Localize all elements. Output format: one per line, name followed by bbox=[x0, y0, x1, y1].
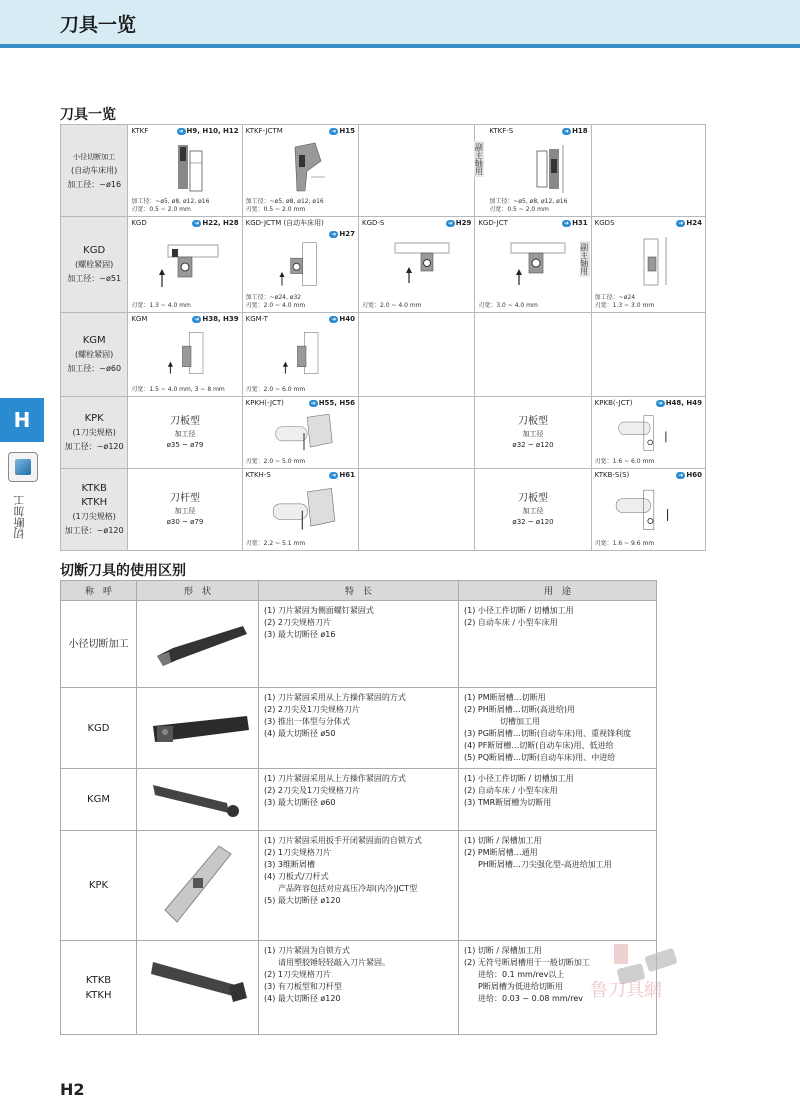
tool-photo bbox=[137, 831, 259, 941]
blade-type-range: ø30 ~ ø79 bbox=[166, 517, 204, 526]
arrow-icon: ➜ bbox=[331, 128, 337, 135]
chapter-label: 切断加工 bbox=[13, 495, 26, 539]
row-head-dia: 加工径：~ø120 bbox=[64, 525, 124, 535]
tool-table bbox=[60, 124, 706, 551]
blade-type-sub: 加工径 bbox=[522, 429, 544, 438]
tool-photo bbox=[137, 601, 259, 688]
tool-photo bbox=[137, 941, 259, 1035]
tool-name: KPKH(-JCT) bbox=[245, 399, 284, 407]
row-head-sub: (自动车床用) bbox=[71, 165, 118, 175]
tool-name: KGM bbox=[131, 315, 148, 323]
watermark-logo bbox=[584, 938, 704, 1008]
tool-name: KTKF-JCTM bbox=[245, 127, 283, 135]
svg-text:鲁刀具網: 鲁刀具網 bbox=[590, 980, 662, 1001]
tool-drawing-kgds bbox=[614, 233, 684, 289]
tool-cell[interactable]: KTKF-JCTM ➜ H15 加工径：~ø5, ø8, ø12, ø16 刃宽：0.5 ~ 2.0 mm bbox=[242, 125, 358, 217]
tool-name: KTKH-S bbox=[245, 471, 271, 479]
tool-name: KGM bbox=[61, 769, 137, 831]
usage-table bbox=[60, 580, 657, 1035]
row-head-kgm bbox=[61, 313, 128, 397]
sub-spindle-label: 副主轴用 bbox=[474, 143, 484, 175]
arrow-icon: ➜ bbox=[331, 316, 337, 323]
page-ref: ➜ H9, H10, H12 bbox=[178, 127, 239, 135]
tool-cell[interactable]: KGD-JCTM (自动车床用) ➜ H27 加工径：~ø24, ø32 刃宽：2.0 ~ 4.0 mm bbox=[242, 217, 358, 313]
empty-cell bbox=[358, 125, 474, 217]
tool-cell[interactable]: KGD-JCT ➜ H31 刃宽：3.0 ~ 4.0 mm bbox=[475, 217, 591, 313]
section-title-tool-list: 刀具一览 bbox=[60, 107, 116, 123]
tool-name: KTKB-S(S) bbox=[594, 471, 630, 479]
tool-name: KGD bbox=[61, 688, 137, 769]
arrow-icon: ➜ bbox=[194, 316, 200, 323]
tool-cell[interactable]: 副主轴用 KGDS ➜ H24 加工径：~ø24 刃宽：1.3 ~ 3.0 mm bbox=[591, 217, 705, 313]
arrow-icon: ➜ bbox=[194, 220, 200, 227]
tool-drawing-kgd bbox=[150, 233, 220, 289]
blade-type-cell[interactable] bbox=[128, 397, 242, 469]
blade-type-title: 刀板型 bbox=[169, 415, 200, 427]
tool-name: KGDS bbox=[594, 219, 615, 227]
page-ref: ➜ H60 bbox=[678, 471, 702, 479]
blade-type-cell[interactable] bbox=[128, 469, 242, 551]
blade-type-sub: 加工径 bbox=[174, 429, 196, 438]
tool-cell[interactable]: KGM ➜ H38, H39 刃宽：1.5 ~ 4.0 mm, 3 ~ 8 mm bbox=[128, 313, 242, 397]
arrow-icon: ➜ bbox=[331, 231, 337, 238]
sub-spindle-label: 副主轴用 bbox=[579, 243, 589, 275]
row-head-dia: 加工径：~ø16 bbox=[67, 179, 122, 189]
arrow-icon: ➜ bbox=[447, 220, 453, 227]
col-header-features: 特 长 bbox=[259, 581, 459, 601]
row-head-dia: 加工径：~ø60 bbox=[67, 363, 122, 373]
tool-name: KPKB(-JCT) bbox=[594, 399, 633, 407]
page-ref: ➜ H29 bbox=[447, 219, 472, 227]
blade-type-sub: 加工径 bbox=[174, 506, 196, 515]
blade-type-range: ø32 ~ ø120 bbox=[512, 440, 554, 449]
blade-type-range: ø32 ~ ø120 bbox=[512, 517, 554, 526]
tool-cell[interactable]: KGD-S ➜ H29 刃宽：2.0 ~ 4.0 mm bbox=[358, 217, 474, 313]
blade-type-cell[interactable] bbox=[475, 469, 591, 551]
tool-name: KGD-JCT bbox=[478, 219, 508, 227]
table-row: KPK (1) 刀片紧固采用扳手开闭紧固面的自锁方式 (2) 1刀尖规格刀片 (3) 3维断屑槽 (4) 刀板式/刀杆式 产品阵容包括对应高压冷却(内冷)JCT型 (5) 最大切断径 ø120 (1) 切断 / 深槽加工用 (2) PM断屑槽…通用 PH断屑槽…刀尖强化型-高进给加工用 bbox=[61, 831, 657, 941]
arrow-icon: ➜ bbox=[564, 128, 570, 135]
page-ref: ➜ H18 bbox=[564, 127, 588, 135]
tool-name: KGD bbox=[131, 219, 147, 227]
row-head-ktkb bbox=[61, 469, 128, 551]
row-head-title: KTKB bbox=[81, 482, 107, 494]
empty-cell bbox=[591, 125, 705, 217]
tool-drawing-kgd-s bbox=[381, 233, 451, 289]
tool-cell[interactable]: KPKH(-JCT) ➜ H55, H56 刃宽：2.0 ~ 5.0 mm bbox=[242, 397, 358, 469]
row-head-kgd bbox=[61, 217, 128, 313]
blade-type-title: 刀杆型 bbox=[169, 492, 200, 504]
page-ref: ➜ H15 bbox=[331, 127, 355, 135]
table-row: KGM (1) 刀片紧固采用从上方操作紧固的方式 (2) 2刀尖及1刀尖规格刀片 (3) 最大切断径 ø60 (1) 小径工件切断 / 切槽加工用 (2) 自动车床 / 小型车床用 (3) TMR断屑槽为切断用 bbox=[61, 769, 657, 831]
row-head-small bbox=[61, 125, 128, 217]
arrow-icon: ➜ bbox=[178, 128, 184, 135]
tool-drawing-kgd-jctm bbox=[265, 241, 335, 289]
table-row: KGD (1) 刀片紧固采用从上方操作紧固的方式 (2) 2刀尖及1刀尖规格刀片 (3) 推出一体型与分体式 (4) 最大切断径 ø50 (1) PM断屑槽…切断用 (2) PH断屑槽…切断(高进给)用 切槽加工用 (3) PG断屑槽…切断(自动车床)用、重视锋利度 (4) PF断屑槽…切断(自动车床)用、低进给 (5) PQ断屑槽…切断(自动车床)用、中进给 bbox=[61, 688, 657, 769]
tool-drawing-ktkf-s bbox=[509, 141, 579, 197]
tool-name: KTKF bbox=[131, 127, 149, 135]
tool-drawing-kpkb bbox=[612, 411, 682, 455]
empty-cell bbox=[358, 313, 474, 397]
row-head-sub: (螺栓紧固) bbox=[75, 259, 114, 269]
page-header-title: 刀具一览 bbox=[60, 14, 137, 36]
row-head-kpk bbox=[61, 397, 128, 469]
tool-name: KGM-T bbox=[245, 315, 268, 323]
page-ref: ➜ H55, H56 bbox=[310, 399, 355, 407]
tool-cell[interactable]: KGD ➜ H22, H28 刃宽：1.3 ~ 4.0 mm bbox=[128, 217, 242, 313]
page-ref: ➜ H24 bbox=[678, 219, 702, 227]
tool-name: KPK bbox=[61, 831, 137, 941]
blade-type-title: 刀板型 bbox=[518, 415, 548, 427]
tool-cell[interactable]: 副主轴用 KTKF-S ➜ H18 加工径：~ø5, ø8, ø12, ø16 刃宽：0.5 ~ 2.0 mm bbox=[475, 125, 591, 217]
tool-name: 小径切断加工 bbox=[61, 601, 137, 688]
tool-name: KTKF-S bbox=[489, 127, 514, 135]
row-head-title: KPK bbox=[84, 412, 104, 424]
empty-cell bbox=[358, 469, 474, 551]
blade-type-cell[interactable] bbox=[475, 397, 591, 469]
blade-type-title: 刀板型 bbox=[518, 492, 548, 504]
row-head-sub: (1刀尖规格) bbox=[72, 427, 116, 437]
empty-cell bbox=[475, 313, 591, 397]
tool-photo bbox=[137, 688, 259, 769]
tool-name: KGD-JCTM (自动车床用) bbox=[245, 219, 324, 227]
page-ref: ➜ H27 bbox=[331, 230, 355, 238]
page-ref: ➜ H48, H49 bbox=[657, 399, 702, 407]
tool-drawing-kgm bbox=[150, 329, 220, 377]
cutoff-icon bbox=[8, 452, 38, 482]
arrow-icon: ➜ bbox=[657, 400, 663, 407]
tool-drawing-ktkf bbox=[150, 141, 220, 197]
page-ref: ➜ H31 bbox=[564, 219, 588, 227]
tool-name: KGD-S bbox=[361, 219, 385, 227]
page-ref: ➜ H38, H39 bbox=[194, 315, 239, 323]
row-head-title2: KTKH bbox=[81, 496, 108, 508]
row-head-sub: (1刀尖规格) bbox=[72, 511, 116, 521]
col-header-shape: 形 状 bbox=[137, 581, 259, 601]
arrow-icon: ➜ bbox=[678, 472, 684, 479]
section-title-usage: 切断刀具的使用区别 bbox=[60, 563, 186, 579]
table-row: 小径切断加工 (1) 刀片紧固为侧面螺钉紧固式 (2) 2刀尖规格刀片 (3) 最大切断径 ø16 (1) 小径工件切断 / 切槽加工用 (2) 自动车床 / 小型车床用 bbox=[61, 601, 657, 688]
empty-cell bbox=[591, 313, 705, 397]
tool-drawing-ktkf-jctm bbox=[265, 141, 335, 197]
row-head-title: KGM bbox=[82, 334, 106, 346]
tool-photo bbox=[137, 769, 259, 831]
page-number: H2 bbox=[60, 1080, 85, 1099]
row-head-dia: 加工径：~ø120 bbox=[64, 441, 124, 451]
row-head-title: KGD bbox=[83, 244, 106, 256]
page-ref: ➜ H22, H28 bbox=[194, 219, 239, 227]
tool-drawing-ktkh-s bbox=[269, 485, 339, 533]
chapter-tab[interactable]: H bbox=[0, 398, 44, 442]
tool-drawing-kgm-t bbox=[265, 329, 335, 377]
col-header-uses: 用 途 bbox=[459, 581, 657, 601]
arrow-icon: ➜ bbox=[310, 400, 316, 407]
row-head-title: 小径切断加工 bbox=[73, 152, 116, 161]
tool-drawing-ktkb-s bbox=[612, 485, 682, 533]
arrow-icon: ➜ bbox=[331, 472, 337, 479]
tool-cell[interactable]: KTKF ➜ H9, H10, H12 加工径：~ø5, ø8, ø12, ø16 刃宽：0.5 ~ 2.0 mm bbox=[128, 125, 242, 217]
tool-cell[interactable]: KGM-T ➜ H40 刃宽：2.0 ~ 6.0 mm bbox=[242, 313, 358, 397]
tool-drawing-kgd-jct bbox=[497, 233, 567, 289]
tool-cell[interactable]: KTKB-S(S) ➜ H60 刃宽：1.6 ~ 9.6 mm bbox=[591, 469, 705, 551]
table-row: KTKB KTKH (1) 刀片紧固为自锁方式 请用塑胶锤轻轻敲入刀片紧固。 (2) 1刀尖规格刀片 (3) 有刀板型和刀杆型 (4) 最大切断径 ø120 (1) 切断 / 深槽加工用 (2) 无符号断屑槽用于一般切断加工 进给：0.1 mm/rev以上 P断屑槽为低进给切断用 进给：0.03 ~ 0.08 mm/rev bbox=[61, 941, 657, 1035]
tool-cell[interactable]: KTKH-S ➜ H61 刃宽：2.2 ~ 5.1 mm bbox=[242, 469, 358, 551]
page-ref: ➜ H61 bbox=[331, 471, 355, 479]
tool-name: KTKB KTKH bbox=[61, 941, 137, 1035]
row-head-dia: 加工径：~ø51 bbox=[67, 273, 122, 283]
empty-cell bbox=[358, 397, 474, 469]
row-head-sub: (螺栓紧固) bbox=[75, 349, 114, 359]
tool-drawing-kpkh bbox=[269, 411, 339, 455]
tool-cell[interactable]: KPKB(-JCT) ➜ H48, H49 刃宽：1.6 ~ 6.0 mm bbox=[591, 397, 705, 469]
blade-type-sub: 加工径 bbox=[522, 506, 544, 515]
page-ref: ➜ H40 bbox=[331, 315, 355, 323]
col-header-name: 称 呼 bbox=[61, 581, 137, 601]
arrow-icon: ➜ bbox=[678, 220, 684, 227]
blade-type-range: ø35 ~ ø79 bbox=[166, 440, 204, 449]
arrow-icon: ➜ bbox=[564, 220, 570, 227]
